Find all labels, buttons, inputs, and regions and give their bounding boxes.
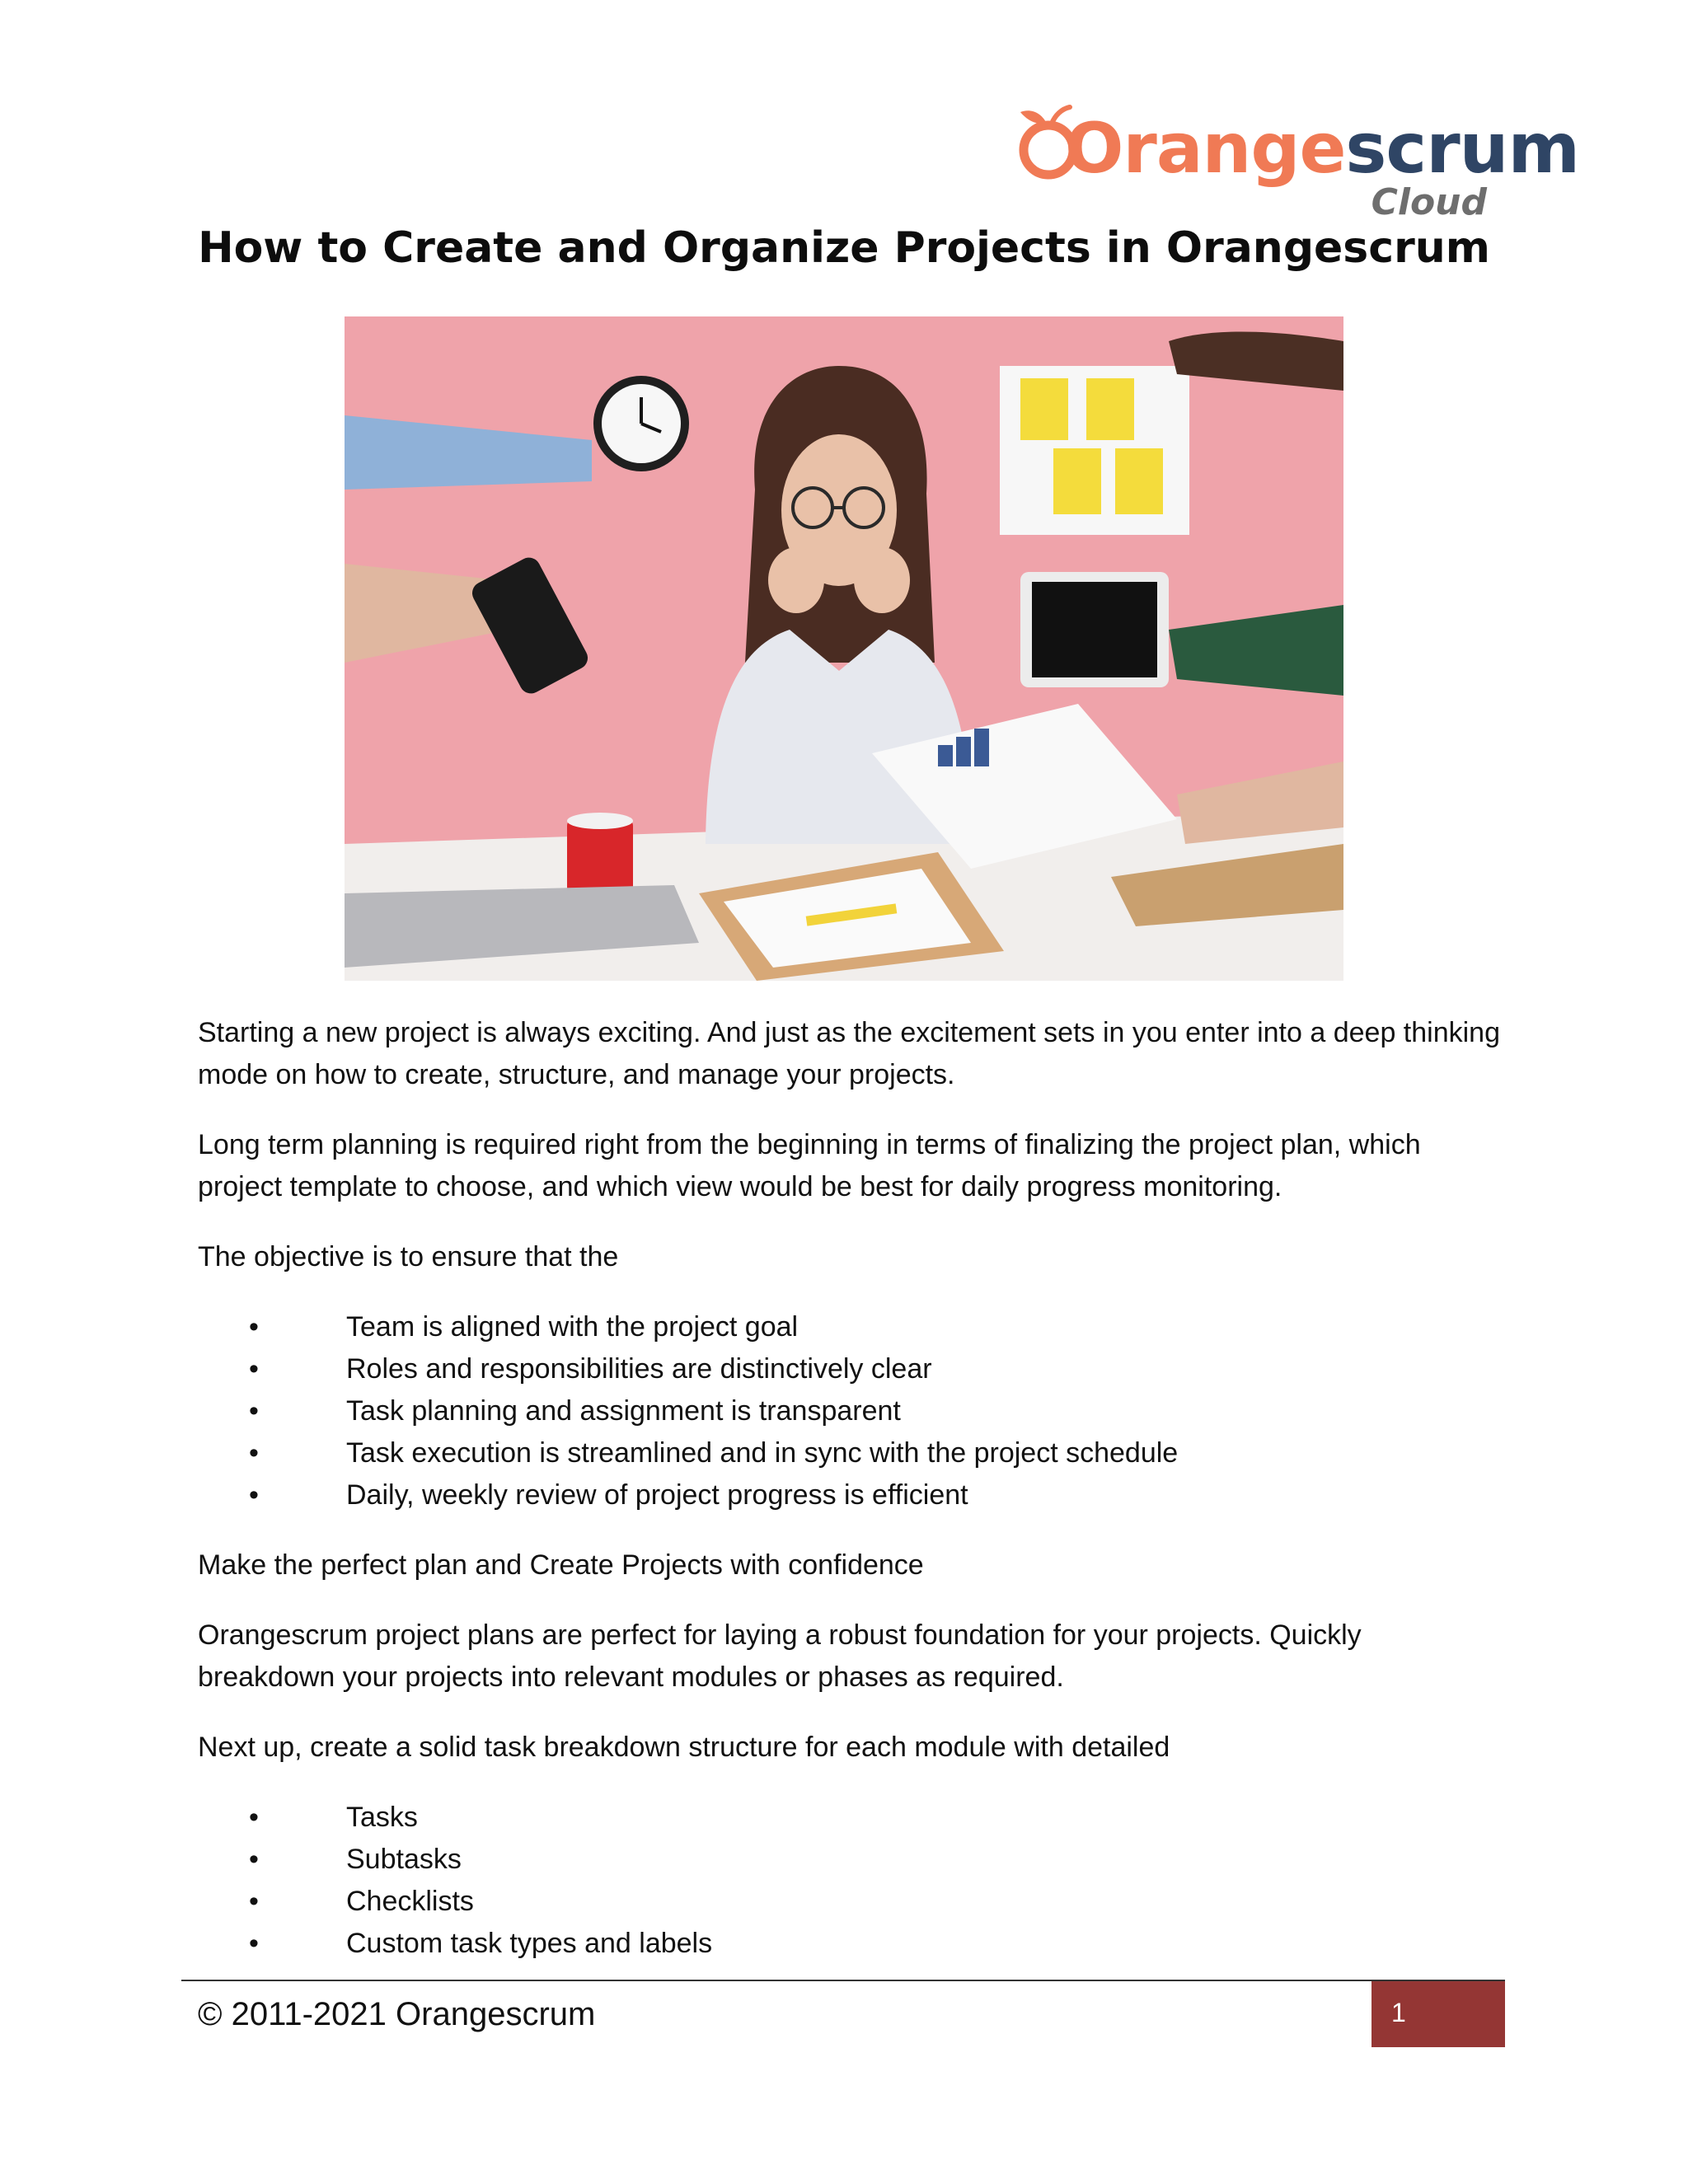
list-item-text: Task planning and assignment is transparent [346,1395,901,1427]
list-item [198,1881,1500,1923]
list-item-text: Team is aligned with the project goal [346,1311,799,1343]
logo-word-orange: Orange [1065,108,1346,189]
footer-copyright: © 2011-2021 Orangescrum [198,1996,596,2032]
bullet: • [249,1886,259,1917]
paragraph-perfect-plan: Make the perfect plan and Create Projects with confidence [198,1549,924,1581]
bullet: • [249,1353,259,1385]
list-item [198,1923,1500,1965]
paragraph-intro: Starting a new project is always exciting. And just as the excitement sets in you enter into a deep thinking mode on how to create, structure, and manage your projects. [198,1017,1500,1090]
logo-word-navy: scrum [1345,108,1579,189]
paragraph-objective: The objective is to ensure that the [198,1241,619,1272]
list-item [198,1306,1500,1348]
list-item [198,1348,1500,1390]
bullet: • [249,1437,259,1469]
bullet: • [249,1395,259,1427]
bullet: • [249,1311,259,1343]
list-item-text: Roles and responsibilities are distinctively clear [346,1353,932,1385]
logo-tagline: Cloud [1371,181,1487,223]
list-item-text: Daily, weekly review of project progress is efficient [346,1479,968,1511]
list-item [198,1839,1500,1881]
list-item [198,1432,1500,1474]
list-item [198,1390,1500,1432]
orangescrum-logo [1015,99,1579,231]
logo-wordmark [1065,108,1579,189]
paragraph-planning: Long term planning is required right from the beginning in terms of finalizing the project plan, which project template to choose, and which view would be best for daily progress monitoring. [198,1129,1421,1202]
paragraph-project-plans: Orangescrum project plans are perfect for laying a robust foundation for your projects. Quickly breakdown your projects into relevant modules or phases as required. [198,1619,1362,1693]
bullet: • [249,1928,259,1959]
list-item [198,1797,1500,1839]
document-body [198,1012,1500,1993]
list-item [198,1474,1500,1516]
document-title: How to Create and Organize Projects in Orangescrum [198,223,1490,273]
list-item-text: Custom task types and labels [346,1928,713,1959]
page-number: 1 [1391,1998,1406,2027]
stressed-woman-illustration [345,316,1343,981]
breakdown-list [198,1797,1500,1965]
bullet: • [249,1479,259,1511]
list-item-text: Subtasks [346,1844,462,1875]
paragraph-task-breakdown: Next up, create a solid task breakdown structure for each module with detailed [198,1732,1170,1763]
list-item-text: Tasks [346,1802,418,1833]
bullet: • [249,1844,259,1875]
objectives-list [198,1306,1500,1516]
list-item-text: Task execution is streamlined and in sync with the project schedule [346,1437,1179,1469]
list-item-text: Checklists [346,1886,474,1917]
bullet: • [249,1802,259,1833]
page-number-badge [1372,1981,1505,2047]
hero-image [345,316,1343,981]
footer-divider [181,1980,1505,1981]
